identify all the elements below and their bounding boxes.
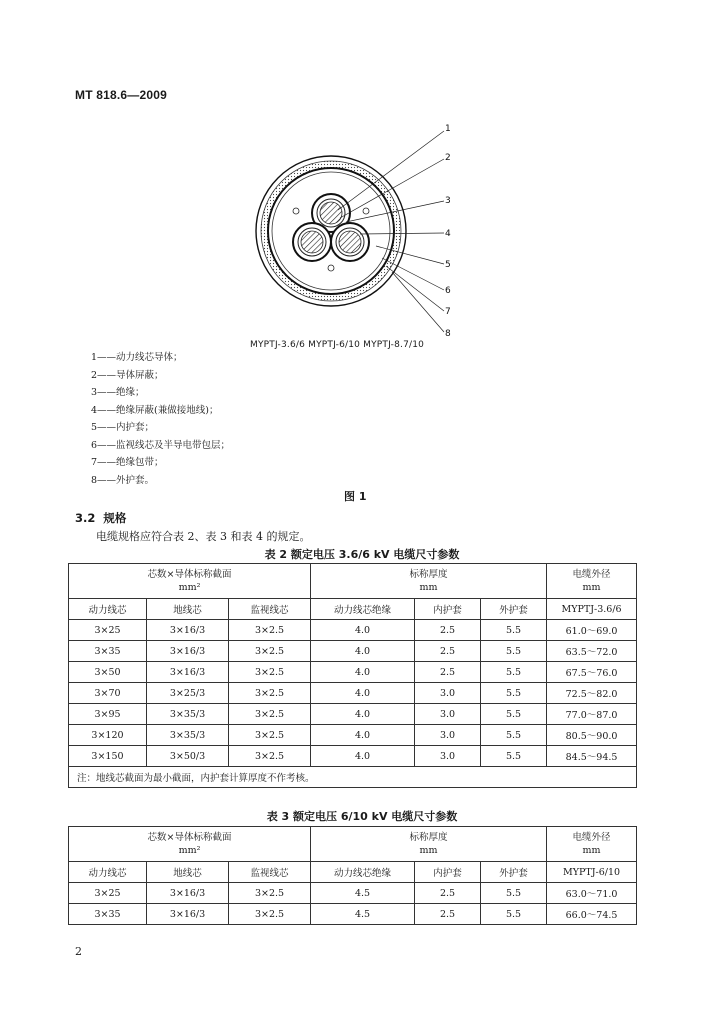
table-cell: 3×2.5 [229,641,311,662]
table-cell: 3×2.5 [229,746,311,767]
table-cell: 3×16/3 [147,620,229,641]
table-cell: 3×25 [69,883,147,904]
table-cell: 4.0 [311,683,415,704]
column-header: 内护套 [415,599,481,620]
table-cell: 5.5 [481,620,547,641]
table-cell: 3×25 [69,620,147,641]
table-cell: 3×2.5 [229,704,311,725]
table3-title: 表 3 额定电压 6/10 kV 电缆尺寸参数 [266,810,458,823]
table-cell: 3×35 [69,641,147,662]
table-cell: 2.5 [415,620,481,641]
callout-3: 3 [445,196,451,206]
table-cell: 5.5 [481,683,547,704]
table3-column-headers [69,862,637,883]
table-cell: 5.5 [481,904,547,925]
table-cell: 5.5 [481,746,547,767]
table-cell: 3×50 [69,662,147,683]
table-cell: 3×35/3 [147,704,229,725]
callout-7: 7 [445,307,451,317]
table-cell: 3.0 [415,704,481,725]
legend-item: 3——绝缘； [91,387,145,398]
power-core-right [331,223,369,261]
table-cell: 3×95 [69,704,147,725]
table-cell: 80.5～90.0 [547,725,637,746]
table3-group-header: 芯数×导体标称截面 mm² [69,827,311,862]
table-row [69,704,637,725]
table-row [69,662,637,683]
table-row [69,883,637,904]
column-header: MYPTJ-3.6/6 [547,599,637,620]
callout-6: 6 [445,286,451,296]
table-row [69,683,637,704]
table2-title: 表 2 额定电压 3.6/6 kV 电缆尺寸参数 [264,548,460,561]
table-cell: 3×70 [69,683,147,704]
table2 [68,563,637,788]
column-header: 动力线芯 [69,862,147,883]
table-cell: 4.0 [311,620,415,641]
table-cell: 4.5 [311,883,415,904]
table-cell: 3.0 [415,683,481,704]
table-cell: 2.5 [415,883,481,904]
column-header: MYPTJ-6/10 [547,862,637,883]
table-cell: 2.5 [415,904,481,925]
table2-group-header: 标称厚度 mm [311,564,547,599]
table-cell: 66.0～74.5 [547,904,637,925]
table-cell: 3×2.5 [229,683,311,704]
column-header: 动力线芯绝缘 [311,599,415,620]
table-cell: 3×2.5 [229,904,311,925]
table3-group-header: 标称厚度 mm [311,827,547,862]
table-cell: 4.0 [311,641,415,662]
table-cell: 5.5 [481,704,547,725]
column-header: 内护套 [415,862,481,883]
table2-group-header: 芯数×导体标称截面 mm² [69,564,311,599]
legend-item: 6——监视线芯及半导电带包层； [91,439,231,451]
table-cell: 3×35 [69,904,147,925]
table-cell: 3×16/3 [147,641,229,662]
callout-5: 5 [445,260,451,270]
table-row [69,904,637,925]
cable-cross-section-figure [248,118,468,338]
table-cell: 5.5 [481,641,547,662]
legend-item: 7——绝缘包带； [91,457,164,468]
table-cell: 3×16/3 [147,883,229,904]
table-cell: 3×120 [69,725,147,746]
column-header: 外护套 [481,599,547,620]
table-row [69,641,637,662]
legend-item: 4——绝缘屏蔽(兼做接地线)； [91,404,219,416]
table-cell: 3.0 [415,725,481,746]
document-id: MT 818.6—2009 [75,88,167,102]
section-heading [75,510,126,526]
callout-8: 8 [445,329,451,338]
column-header: 地线芯 [147,599,229,620]
figure-caption: MYPTJ-3.6/6 MYPTJ-6/10 MYPTJ-8.7/10 [250,340,425,350]
section-paragraph: 电缆规格应符合表 2、表 3 和表 4 的规定。 [96,530,311,543]
page-number: 2 [75,945,82,958]
table2-group-header: 电缆外径 mm [547,564,637,599]
table3-group-header: 电缆外径 mm [547,827,637,862]
column-header: 监视线芯 [229,862,311,883]
legend-item: 8——外护套。 [91,474,155,486]
table-cell: 3×150 [69,746,147,767]
table-cell: 4.0 [311,704,415,725]
table-row [69,725,637,746]
table-cell: 67.5～76.0 [547,662,637,683]
table-cell: 84.5～94.5 [547,746,637,767]
table-cell: 4.0 [311,662,415,683]
table-row [69,746,637,767]
table-cell: 61.0～69.0 [547,620,637,641]
section-title: 规格 [103,511,127,525]
table-cell: 5.5 [481,725,547,746]
callout-4: 4 [445,229,451,239]
table-cell: 3×16/3 [147,662,229,683]
table-cell: 3×50/3 [147,746,229,767]
table-cell: 3×2.5 [229,883,311,904]
table-cell: 63.0～71.0 [547,883,637,904]
legend-item: 2——导体屏蔽； [91,369,164,381]
table-cell: 3×16/3 [147,904,229,925]
table-cell: 4.0 [311,725,415,746]
column-header: 外护套 [481,862,547,883]
table-cell: 5.5 [481,662,547,683]
callout-2: 2 [445,153,451,163]
table-cell: 5.5 [481,883,547,904]
column-header: 动力线芯 [69,599,147,620]
table-cell: 72.5～82.0 [547,683,637,704]
table-cell: 3×2.5 [229,620,311,641]
power-core-left [293,223,331,261]
table3 [68,826,637,925]
table-cell: 3×35/3 [147,725,229,746]
table-row [69,620,637,641]
table2-column-headers [69,599,637,620]
figure-legend [91,349,230,489]
table-cell: 3×2.5 [229,725,311,746]
column-header: 监视线芯 [229,599,311,620]
section-number: 3.2 [75,511,96,525]
table2-note: 注：地线芯截面为最小截面，内护套计算厚度不作考核。 [69,767,637,788]
table-cell: 3×2.5 [229,662,311,683]
table-cell: 77.0～87.0 [547,704,637,725]
column-header: 地线芯 [147,862,229,883]
legend-item: 5——内护套； [91,422,155,433]
table-cell: 2.5 [415,662,481,683]
table-cell: 2.5 [415,641,481,662]
column-header: 动力线芯绝缘 [311,862,415,883]
table-cell: 4.0 [311,746,415,767]
figure-title: 图 1 [344,490,367,503]
legend-item: 1——动力线芯导体； [91,352,183,363]
table-cell: 4.5 [311,904,415,925]
table-cell: 63.5～72.0 [547,641,637,662]
callout-1: 1 [445,124,451,134]
table-cell: 3.0 [415,746,481,767]
table-cell: 3×25/3 [147,683,229,704]
